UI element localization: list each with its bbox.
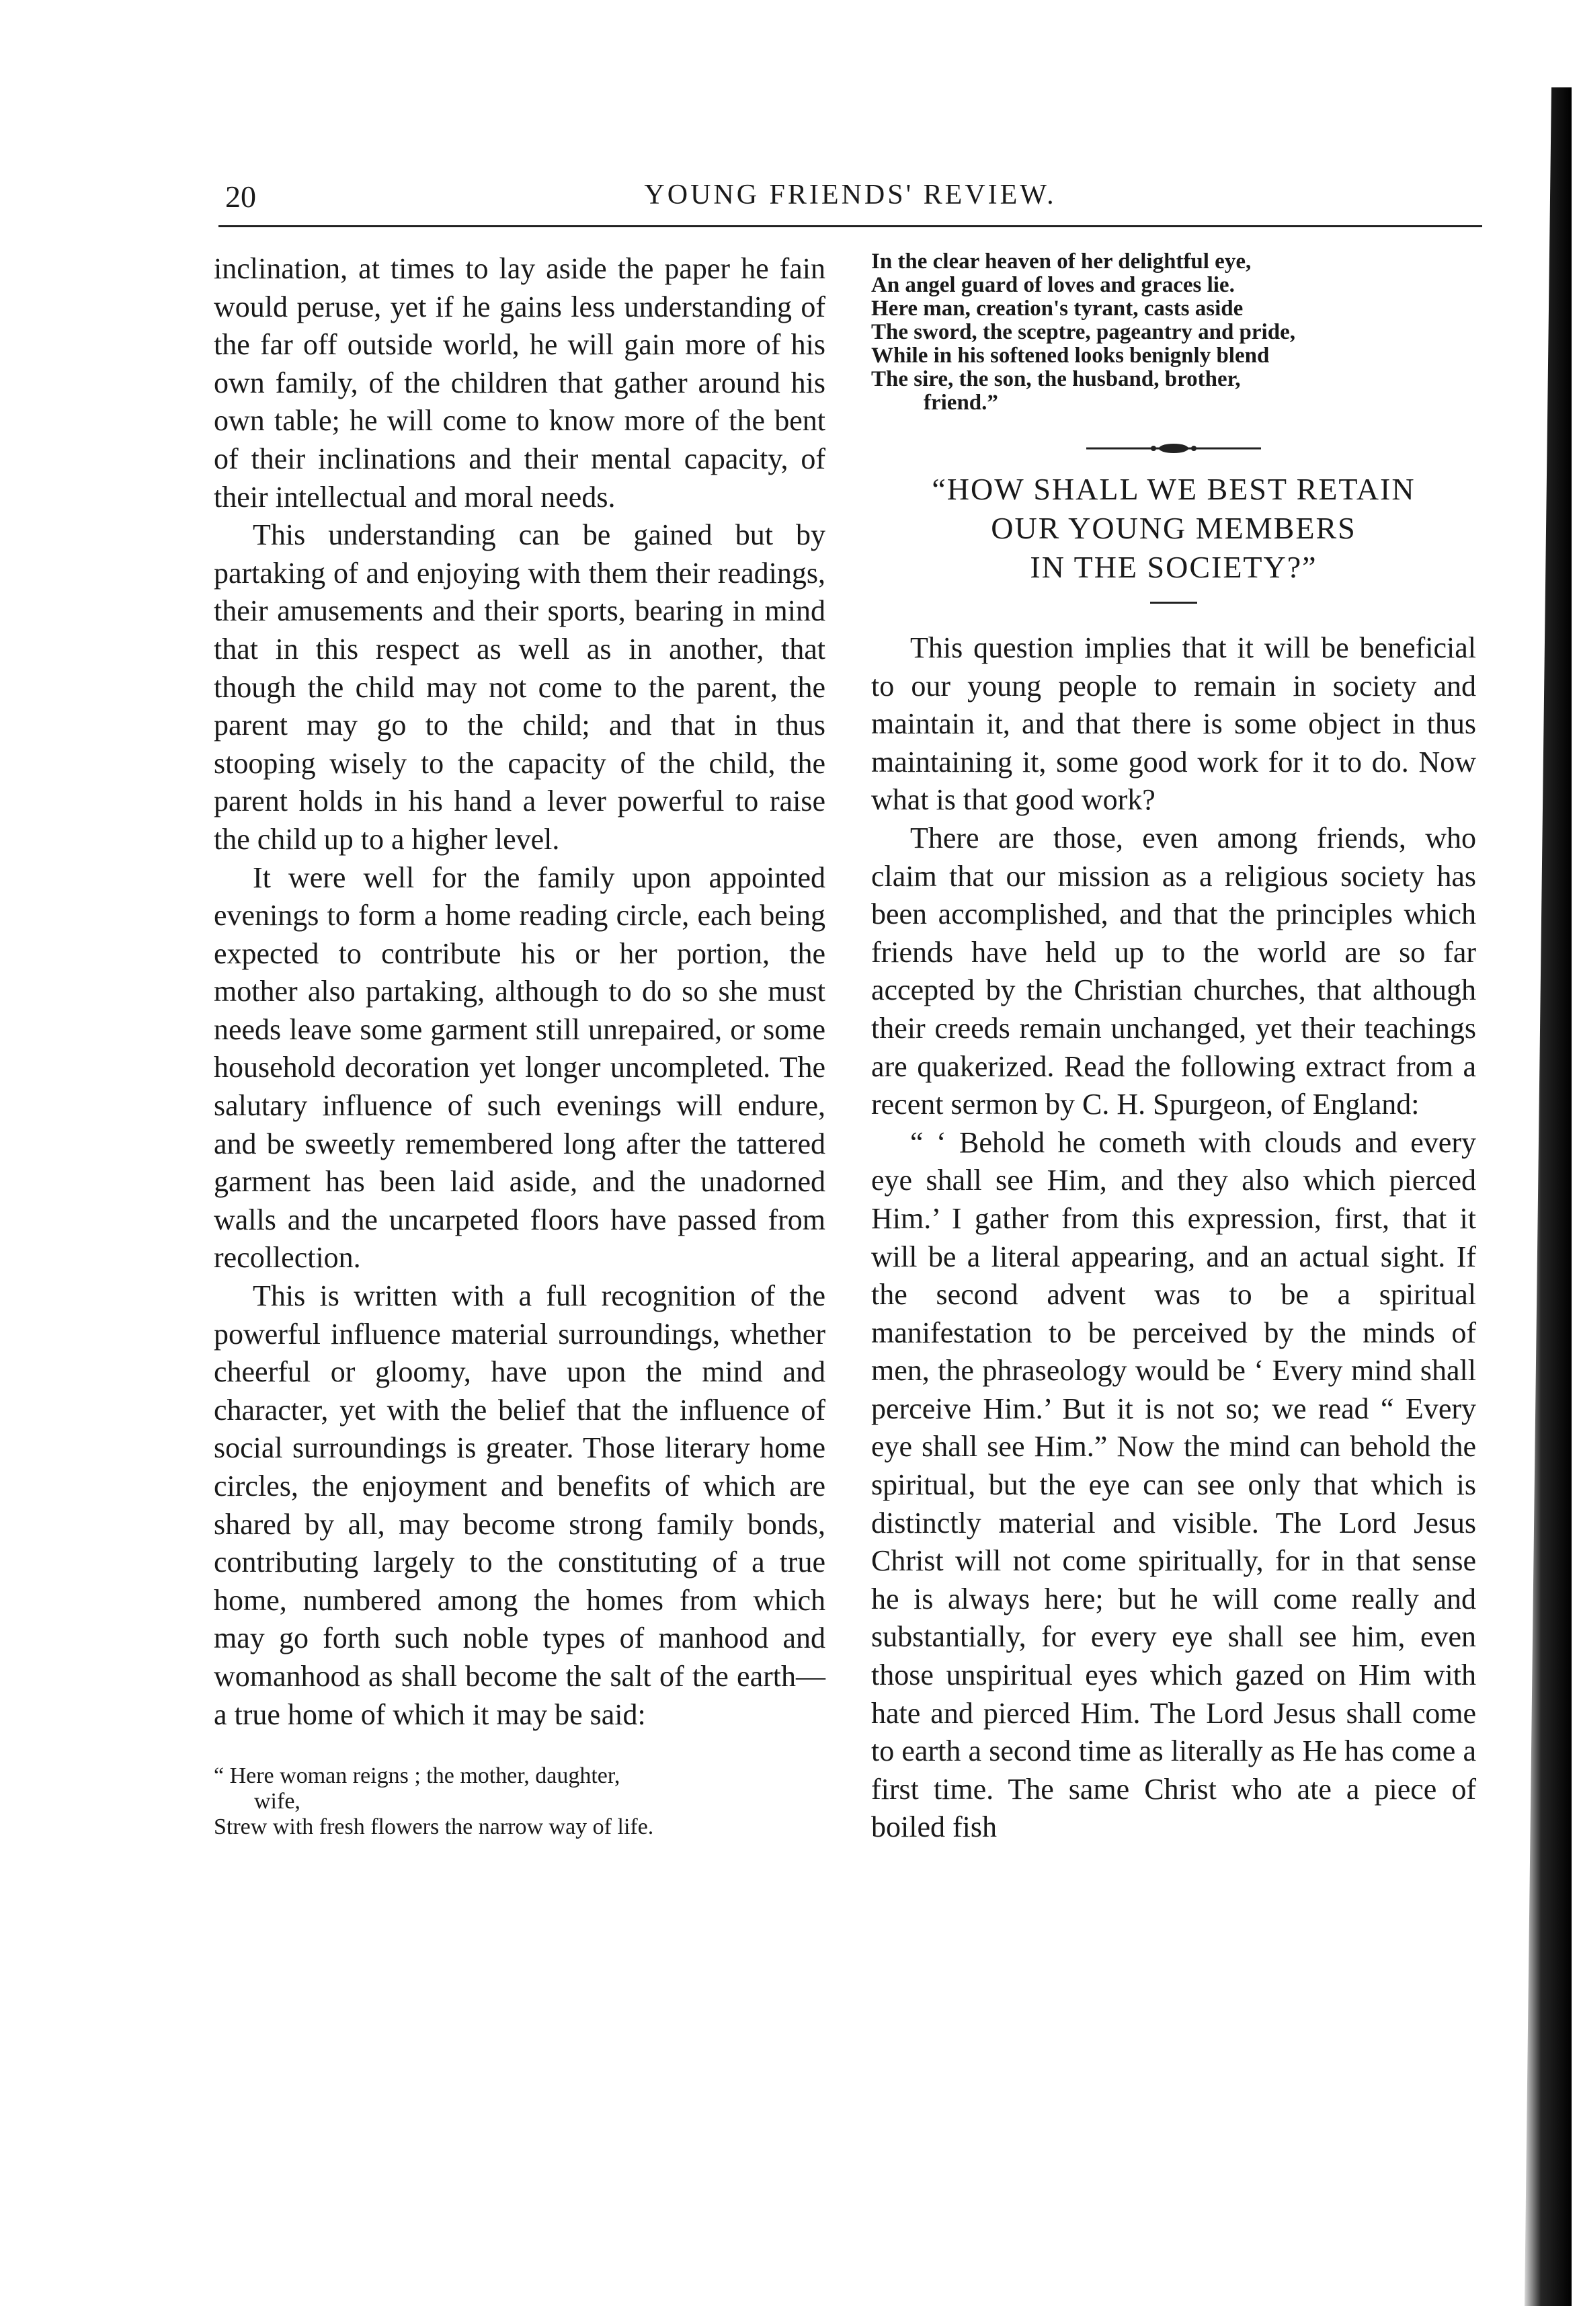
poem-line: friend.”: [924, 391, 998, 415]
paragraph: There are those, even among friends, who claim that our mission as a religious society has been accomplished, and that the principles which friends have held up to the world are so far accepted by the Christian churches, that although their creeds remain unchanged, yet their teachings are quakerized. Read the following extract from a recent sermon by C. H. Spurgeon, of England:: [871, 821, 1476, 1121]
paragraph: It were well for the family upon appointed evenings to form a home reading circle, each being expected to contribute his or her portion, the mother also partaking, although to do so she must needs leave some garment still unrepaired, or some household decoration yet longer uncompleted. The salutary influence of such evenings will endure, and be sweetly remembered long after the tattered garment has been laid aside, and the unadorned walls and the uncarpeted floors have passed from recollection.: [214, 860, 825, 1275]
heading-line: OUR YOUNG MEMBERS: [991, 511, 1356, 545]
header-rule: [218, 225, 1482, 227]
article-heading: [871, 470, 1476, 587]
verse-line: Strew with fresh flowers the narrow way of life.: [214, 1814, 654, 1840]
paragraph: “ ‘ Behold he cometh with clouds and every eye shall see Him, and they also which pierced Him.’ I gather from this expression, first, that it will be a literal appearing, and an actual sight. If the second advent was to be a spiritual manifestation to be perceived by the minds of men, the phraseology would be ‘ Every mind shall perceive Him.’ But it is not so; we read “ Every eye shall see Him.” Now the mind can behold the spiritual, but the eye can see only that which is distinctly material and visible. The Lord Jesus Christ will not come spiritually, for in that sense he is always here; but he will come really and substantially, for every eye shall see him, even those unspiritual eyes which gazed on Him with hate and pierced Him. The Lord Jesus shall come to earth a second time as literally as He has come a first time. The same Christ who ate a piece of boiled fish: [871, 1125, 1476, 1844]
poem-line: While in his softened looks benignly blend: [871, 344, 1270, 368]
running-header: [218, 173, 1482, 227]
ornament-divider: [1086, 440, 1261, 456]
poem-line: An angel guard of loves and graces lie.: [871, 273, 1235, 297]
heading-rule: [1150, 602, 1197, 604]
heading-line: “HOW SHALL WE BEST RETAIN: [932, 472, 1416, 506]
verse-line: wife,: [254, 1789, 300, 1814]
paragraph: This question implies that it will be beneficial to our young people to remain in society and maintain it, and that there is some object in thus maintaining it, some good work for it to do. Now what is that good work?: [871, 631, 1476, 817]
right-column: [871, 250, 1476, 1847]
poem-line: The sword, the sceptre, pageantry and pride,: [871, 320, 1295, 344]
poem-line: Here man, creation's tyrant, casts aside: [871, 296, 1244, 321]
paragraph: This is written with a full recognition of the powerful influence material surroundings, whether cheerful or gloomy, have upon the mind and character, yet with the belief that the influence of social surroundings is greater. Those literary home circles, the enjoyment and benefits of which are shared by all, may become strong family bonds, contributing largely to the constituting of a true home, numbered among the homes from which may go forth such noble types of manhood and womanhood as shall become the salt of the earth—a true home of which it may be said:: [214, 1279, 825, 1731]
left-column: [214, 250, 825, 1840]
verse-line: “ Here woman reigns ; the mother, daughter,: [214, 1763, 620, 1789]
binding-shadow: [1525, 87, 1572, 2306]
page-number: 20: [225, 179, 256, 214]
poem-continuation: [871, 250, 1476, 415]
poem-line: The sire, the son, the husband, brother,: [871, 367, 1241, 391]
paragraph: This understanding can be gained but by partaking of and enjoying with them their readings, their amusements and their sports, bearing in mind that in this respect as well as in another, that though the child may not come to the parent, the parent may go to the child; and that in thus stooping wisely to the capacity of the child, the parent holds in his hand a lever powerful to raise the child up to a higher level.: [214, 518, 825, 856]
paragraph: inclination, at times to lay aside the paper he fain would peruse, yet if he gains less understanding of the far off outside world, he will gain more of his own family, of the children that gather around his own table; he will come to know more of the bent of their inclinations and their mental capacity, of their intellectual and moral needs.: [214, 252, 825, 514]
verse-quote: [214, 1763, 825, 1840]
heading-line: IN THE SOCIETY?”: [1030, 550, 1318, 584]
journal-title: YOUNG FRIENDS' REVIEW.: [644, 179, 1057, 210]
poem-line: In the clear heaven of her delightful eye,: [871, 249, 1252, 274]
